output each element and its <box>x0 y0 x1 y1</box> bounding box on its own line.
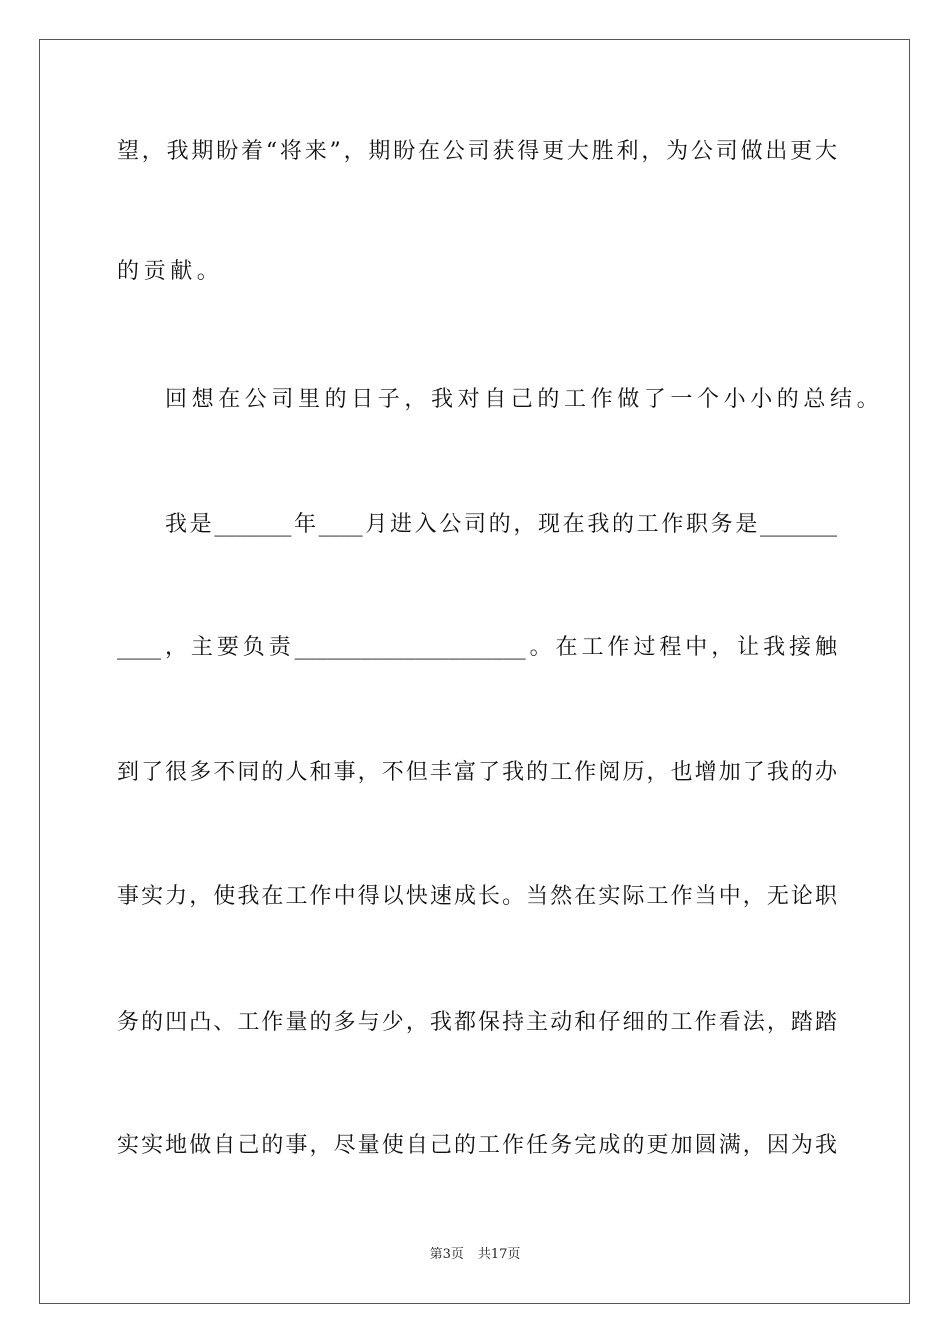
text-line-8: 务的凹凸、工作量的多与少，我都保持主动和仔细的工作看法，踏踏 <box>117 1010 837 1035</box>
page-number: 第3页 <box>429 1247 464 1262</box>
text-line-6: 到了很多不同的人和事，不但丰富了我的工作阅历，也增加了我的办 <box>117 760 837 785</box>
text-line-7: 事实力，使我在工作中得以快速成长。当然在实际工作当中，无论职 <box>117 884 837 909</box>
text-line-5: ____，主要负责_____________________。在工作过程中，让我接触 <box>117 635 837 660</box>
text-line-2: 的贡献。 <box>117 259 224 284</box>
page-footer <box>0 1246 950 1264</box>
page-border <box>39 39 910 1304</box>
text-line-9: 实实地做自己的事，尽量使自己的工作任务完成的更加圆满，因为我 <box>117 1133 837 1158</box>
text-line-1: 望，我期盼着“将来”，期盼在公司获得更大胜利，为公司做出更大 <box>117 139 837 164</box>
page-total: 共17页 <box>477 1247 521 1262</box>
text-line-4: 我是_______年____月进入公司的，现在我的工作职务是_______ <box>165 512 837 537</box>
text-line-3: 回想在公司里的日子，我对自己的工作做了一个小小的总结。 <box>165 387 884 412</box>
